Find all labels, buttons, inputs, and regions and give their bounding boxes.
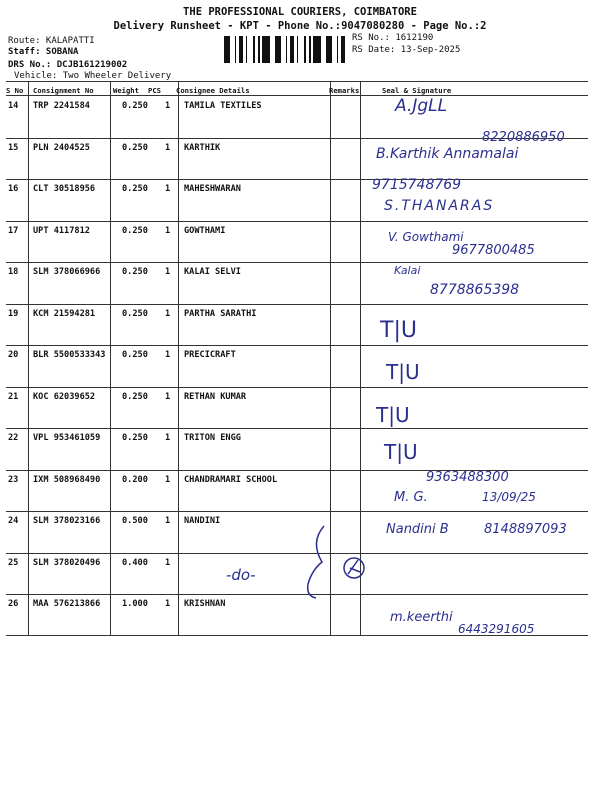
pieces-count: 1 (165, 308, 171, 319)
signature-row-24: Nandini B (386, 522, 449, 537)
row-separator (6, 553, 588, 554)
weight-value: 1.000 (122, 599, 148, 609)
row-serial-number: 26 (8, 599, 19, 609)
signature-row-14: A.JgLL (395, 96, 448, 116)
pieces-count: 1 (165, 557, 171, 568)
pieces-count: 1 (165, 599, 171, 609)
consignee-name: PARTHA SARATHI (184, 308, 257, 319)
barcode-bar (224, 36, 227, 63)
consignment-number: CLT 30518956 (33, 184, 96, 194)
weight-value: 0.250 (122, 142, 148, 153)
rs-date: RS Date: 13-Sep-2025 (352, 45, 461, 55)
header-bottom-border (6, 95, 588, 96)
col-header-pcs: PCS (148, 86, 161, 95)
consignment-number: TRP 2241584 (33, 101, 90, 111)
consignee-name: TRITON ENGG (184, 433, 241, 443)
consignee-name: KRISHNAN (184, 599, 226, 609)
consignee-name: TAMILA TEXTILES (184, 101, 262, 111)
phone-row-17: 9677800485 (452, 243, 535, 258)
row-serial-number: 16 (8, 184, 19, 194)
row-separator (6, 345, 588, 346)
barcode-bar (267, 36, 270, 63)
col-header-consignment: Consignment No (33, 86, 94, 95)
barcode-bar (239, 36, 242, 63)
col-header-remarks: Remarks (329, 86, 360, 95)
phone-row-26: 6443291605 (458, 622, 535, 636)
barcode-bar (326, 36, 329, 63)
barcode-bar (290, 36, 293, 63)
barcode-bar (344, 36, 345, 63)
row-serial-number: 20 (8, 350, 19, 360)
signature-row-17: V. Gowthami (388, 230, 464, 244)
row-serial-number: 24 (8, 516, 19, 526)
col-header-consignee: Consignee Details (176, 86, 250, 95)
consignment-number: KCM 21594281 (33, 308, 96, 319)
vehicle-type: Vehicle: Two Wheeler Delivery (14, 71, 172, 81)
tu-mark-row-20: T|U (386, 360, 420, 384)
barcode-bar (337, 36, 338, 63)
phone-row-16: 9715748769 (372, 177, 462, 193)
pieces-count: 1 (165, 142, 171, 153)
row-serial-number: 18 (8, 267, 19, 277)
barcode-bar (318, 36, 321, 63)
barcode-image (224, 36, 348, 63)
row-separator (6, 221, 588, 222)
rs-number: RS No.: 1612190 (352, 33, 434, 43)
weight-value: 0.250 (122, 391, 148, 402)
signature-row-16: S.THANARAS (384, 198, 495, 214)
weight-value: 0.200 (122, 474, 148, 485)
row-serial-number: 23 (8, 474, 19, 485)
route-label: Route: KALAPATTI (8, 36, 95, 46)
barcode-bar (286, 36, 287, 63)
weight-value: 0.250 (122, 225, 148, 236)
barcode-bar (316, 36, 318, 63)
barcode-bar (262, 36, 265, 63)
barcode-bar (313, 36, 316, 63)
consignee-name: RETHAN KUMAR (184, 391, 247, 402)
consignee-name: KALAI SELVI (184, 267, 241, 277)
barcode-bar (278, 36, 281, 63)
pieces-count: 1 (165, 474, 171, 485)
row-separator (6, 262, 588, 263)
row-serial-number: 17 (8, 225, 19, 236)
consignment-number: UPT 4117812 (33, 225, 90, 236)
barcode-bar (275, 36, 278, 63)
signature-row-15: B.Karthik Annamalai (376, 146, 519, 162)
staff-label: Staff: SOBANA (8, 47, 79, 57)
row-separator (6, 511, 588, 512)
tu-mark-row-22: T|U (384, 440, 418, 464)
pieces-count: 1 (165, 101, 171, 111)
consignee-name: GOWTHAMI (184, 225, 226, 236)
row-separator (6, 304, 588, 305)
pieces-count: 1 (165, 433, 171, 443)
pieces-count: 1 (165, 225, 171, 236)
signature-row-18: Kalai (394, 264, 421, 277)
barcode-bar (293, 36, 294, 63)
table-top-border (6, 81, 588, 82)
brace-mark (302, 522, 372, 602)
consignment-number: SLM 378020496 (33, 557, 101, 568)
pieces-count: 1 (165, 391, 171, 402)
barcode-bar (265, 36, 267, 63)
weight-value: 0.250 (122, 267, 148, 277)
barcode-bar (246, 36, 247, 63)
weight-value: 0.250 (122, 308, 148, 319)
phone-row-18: 8778865398 (430, 282, 520, 298)
row-serial-number: 25 (8, 557, 19, 568)
row-serial-number: 19 (8, 308, 19, 319)
pieces-count: 1 (165, 516, 171, 526)
row-serial-number: 15 (8, 142, 19, 153)
consignment-number: IXM 508968490 (33, 474, 101, 485)
drs-number: DRS No.: DCJB161219002 (8, 60, 128, 70)
weight-value: 0.250 (122, 101, 148, 111)
row-serial-number: 22 (8, 433, 19, 443)
phone-row-23: 9363488300 (426, 470, 509, 485)
consignee-name: KARTHIK (184, 142, 221, 153)
row-separator (6, 387, 588, 388)
barcode-bar (304, 36, 306, 63)
consignment-number: VPL 953461059 (33, 433, 101, 443)
barcode-bar (329, 36, 332, 63)
row-separator (6, 428, 588, 429)
col-header-weight: Weight (113, 86, 139, 95)
row-separator (6, 594, 588, 595)
barcode-bar (242, 36, 243, 63)
weight-value: 0.400 (122, 557, 148, 568)
barcode-bar (309, 36, 311, 63)
consignee-name: NANDINI (184, 516, 221, 526)
ditto-row-25: -do- (226, 566, 256, 584)
barcode-bar (297, 36, 298, 63)
weight-value: 0.500 (122, 516, 148, 526)
tu-mark-row-19: T|U (380, 318, 417, 343)
signature-row-26: m.keerthi (390, 610, 453, 625)
barcode-bar (341, 36, 344, 63)
weight-value: 0.250 (122, 433, 148, 443)
pieces-count: 1 (165, 350, 171, 360)
consignment-number: SLM 378066966 (33, 267, 101, 277)
date-row-23: 13/09/25 (482, 490, 536, 504)
row-separator (6, 179, 588, 180)
weight-value: 0.250 (122, 350, 148, 360)
row-serial-number: 21 (8, 391, 19, 402)
row-serial-number: 14 (8, 101, 19, 111)
consignment-number: KOC 62039652 (33, 391, 96, 402)
barcode-bar (235, 36, 236, 63)
signature-row-23: M. G. (394, 490, 428, 505)
phone-row-15: 8220886950 (482, 130, 565, 145)
company-name: THE PROFESSIONAL COURIERS, COIMBATORE (183, 6, 417, 18)
phone-row-24: 8148897093 (484, 522, 567, 537)
consignment-number: PLN 2404525 (33, 142, 90, 153)
consignment-number: MAA 576213866 (33, 599, 101, 609)
weight-value: 0.250 (122, 184, 148, 194)
col-header-seal: Seal & Signature (382, 86, 452, 95)
barcode-bar (253, 36, 255, 63)
barcode-bar (227, 36, 230, 63)
consignee-name: CHANDRAMARI SCHOOL (184, 474, 278, 485)
consignment-number: BLR 5500533343 (33, 350, 106, 360)
runsheet-title: Delivery Runsheet - KPT - Phone No.:9047080280 - Page No.:2 (113, 20, 487, 32)
barcode-bar (258, 36, 260, 63)
pieces-count: 1 (165, 184, 171, 194)
consignment-number: SLM 378023166 (33, 516, 101, 526)
tu-mark-row-21: T|U (376, 403, 410, 427)
pieces-count: 1 (165, 267, 171, 277)
col-header-sno: S No (6, 86, 24, 95)
consignee-name: PRECICRAFT (184, 350, 236, 360)
consignee-name: MAHESHWARAN (184, 184, 241, 194)
